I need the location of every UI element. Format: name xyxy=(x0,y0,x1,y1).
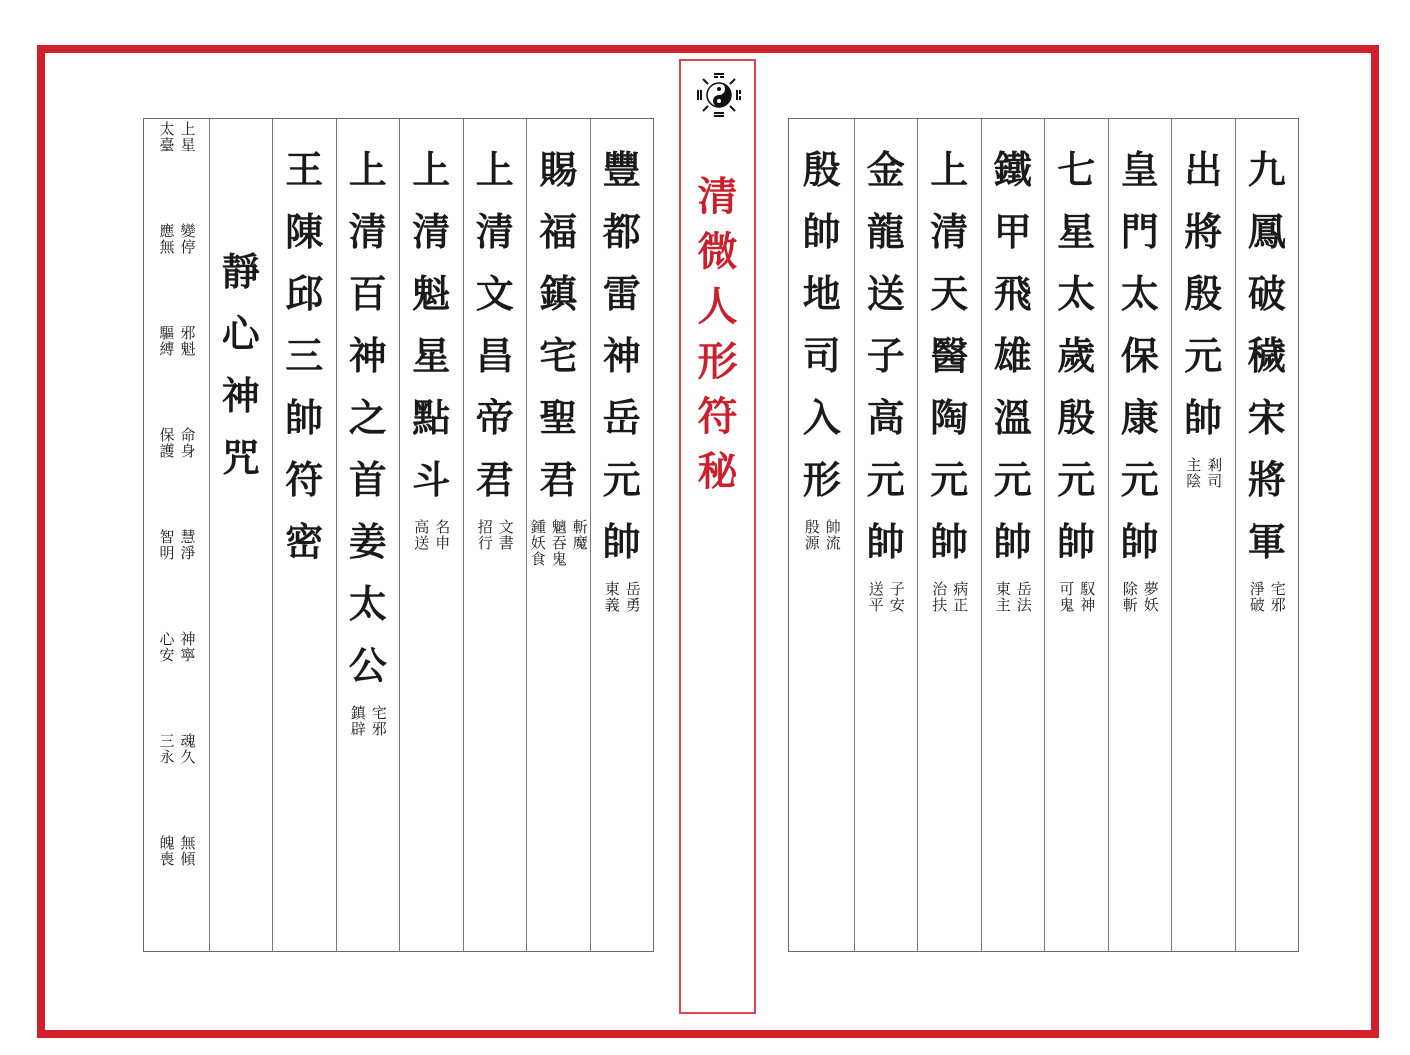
verse-line: 邪魁 xyxy=(178,325,197,357)
right-column xyxy=(1044,119,1108,951)
deity-name-char: 殷 xyxy=(802,147,841,192)
deity-name-char: 帥 xyxy=(866,519,905,564)
deity-name-char: 鎮 xyxy=(539,271,578,316)
deity-name-char: 上 xyxy=(475,147,514,192)
deity-name-char: 太 xyxy=(1057,271,1096,316)
deity-name-char: 豐 xyxy=(602,147,641,192)
deity-name-char: 帥 xyxy=(285,395,324,440)
deity-name-char: 龍 xyxy=(866,209,905,254)
left-column xyxy=(272,119,336,951)
deity-name-char: 七 xyxy=(1057,147,1096,192)
left-column xyxy=(209,119,273,951)
deity-name-char: 溫 xyxy=(993,395,1032,440)
annotation-line: 主陰 xyxy=(1184,457,1203,489)
annotation xyxy=(1172,457,1235,489)
deity-name-char: 君 xyxy=(475,457,514,502)
deity-name-char: 太 xyxy=(348,581,387,626)
right-page-table xyxy=(788,118,1299,952)
deity-name-char: 點 xyxy=(412,395,451,440)
verse-pair xyxy=(145,733,209,765)
verse-line: 智明 xyxy=(157,529,176,561)
annotation-line: 名申 xyxy=(433,519,452,551)
deity-name-char: 上 xyxy=(412,147,451,192)
deity-name-char: 邱 xyxy=(285,271,324,316)
deity-name-char: 都 xyxy=(602,209,641,254)
deity-name-char: 歲 xyxy=(1057,333,1096,378)
spine-title-char: 微 xyxy=(697,228,738,275)
deity-name xyxy=(790,139,854,511)
deity-name-char: 密 xyxy=(285,519,324,564)
right-column xyxy=(854,119,918,951)
verse-pair xyxy=(145,427,209,459)
deity-name-char: 陳 xyxy=(285,209,324,254)
deity-name-char: 帥 xyxy=(1120,519,1159,564)
deity-name-char: 太 xyxy=(1120,271,1159,316)
deity-name-char: 保 xyxy=(1120,333,1159,378)
verse-line: 心安 xyxy=(157,631,176,663)
deity-name-char: 元 xyxy=(993,457,1032,502)
deity-name-char: 三 xyxy=(285,333,324,378)
deity-name-char: 九 xyxy=(1247,147,1286,192)
deity-name-char: 昌 xyxy=(475,333,514,378)
spine-title-char: 形 xyxy=(697,338,738,385)
deity-name xyxy=(1236,139,1299,573)
deity-name-char: 神 xyxy=(348,333,387,378)
annotation xyxy=(918,581,981,613)
deity-name-char: 上 xyxy=(930,147,969,192)
deity-name-char: 天 xyxy=(930,271,969,316)
deity-name-char: 形 xyxy=(802,457,841,502)
deity-name-char: 帥 xyxy=(602,519,641,564)
annotation-line: 岳法 xyxy=(1014,581,1033,613)
deity-name xyxy=(855,139,918,573)
bagua-taiji-icon xyxy=(695,71,743,119)
verse-pair xyxy=(145,835,209,867)
deity-name-char: 金 xyxy=(866,147,905,192)
deity-name-char: 斗 xyxy=(412,457,451,502)
deity-name-char: 軍 xyxy=(1247,519,1286,564)
deity-name-char: 王 xyxy=(285,147,324,192)
deity-name-char: 殷 xyxy=(1057,395,1096,440)
deity-name-char: 公 xyxy=(348,643,387,688)
annotation xyxy=(1045,581,1108,613)
deity-name-char: 鐵 xyxy=(993,147,1032,192)
verse-gloss-column xyxy=(145,119,209,951)
annotation xyxy=(400,519,463,551)
deity-name-char: 陶 xyxy=(930,395,969,440)
verse-line: 太臺 xyxy=(157,121,176,153)
verse-pair xyxy=(145,631,209,663)
annotation xyxy=(1236,581,1299,613)
spine-title-char: 清 xyxy=(697,173,738,220)
verse-pair xyxy=(145,121,209,153)
deity-name-char: 清 xyxy=(348,209,387,254)
deity-name-char: 帝 xyxy=(475,395,514,440)
deity-name-char: 文 xyxy=(475,271,514,316)
verse-line: 驅縛 xyxy=(157,325,176,357)
deity-name xyxy=(591,139,654,573)
deity-name-char: 出 xyxy=(1184,147,1223,192)
deity-name xyxy=(400,139,463,511)
deity-name-char: 福 xyxy=(539,209,578,254)
deity-name-char: 清 xyxy=(475,209,514,254)
left-column xyxy=(526,119,590,951)
left-column xyxy=(336,119,400,951)
annotation-line: 剎司 xyxy=(1205,457,1224,489)
annotation-line: 鎮辟 xyxy=(348,705,367,737)
annotation-line: 宅邪 xyxy=(1268,581,1287,613)
annotation-line: 淨破 xyxy=(1247,581,1266,613)
deity-name-char: 殷 xyxy=(1184,271,1223,316)
annotation-line: 送平 xyxy=(866,581,885,613)
deity-name xyxy=(337,139,400,697)
annotation-line: 子安 xyxy=(887,581,906,613)
annotation xyxy=(982,581,1045,613)
annotation-line: 鍾妖食 xyxy=(528,519,547,567)
deity-name-char: 皇 xyxy=(1120,147,1159,192)
deity-name-char: 地 xyxy=(802,271,841,316)
annotation-line: 病正 xyxy=(951,581,970,613)
verse-pair xyxy=(145,223,209,255)
annotation-line: 宅邪 xyxy=(369,705,388,737)
deity-name-char: 帥 xyxy=(993,519,1032,564)
right-column xyxy=(1171,119,1235,951)
verse-line: 命身 xyxy=(178,427,197,459)
deity-name-char: 上 xyxy=(348,147,387,192)
verse-line: 魄喪 xyxy=(157,835,176,867)
annotation-line: 魑吞鬼 xyxy=(549,519,568,567)
deity-name-char: 聖 xyxy=(539,395,578,440)
deity-name-char: 元 xyxy=(1057,457,1096,502)
deity-name-char: 清 xyxy=(412,209,451,254)
annotation-line: 文書 xyxy=(496,519,515,551)
deity-name-char: 破 xyxy=(1247,271,1286,316)
right-column xyxy=(1235,119,1299,951)
deity-name-char: 元 xyxy=(866,457,905,502)
deity-name-char: 鳳 xyxy=(1247,209,1286,254)
deity-name xyxy=(1172,139,1235,449)
deity-name-char: 甲 xyxy=(993,209,1032,254)
spine-title-char: 人 xyxy=(697,283,738,330)
deity-name-char: 宅 xyxy=(539,333,578,378)
annotation-line: 斬魔 xyxy=(570,519,589,551)
deity-name-char: 入 xyxy=(802,395,841,440)
deity-name-char: 星 xyxy=(412,333,451,378)
deity-name xyxy=(464,139,527,511)
deity-name-char: 元 xyxy=(602,457,641,502)
annotation-line: 岳勇 xyxy=(623,581,642,613)
deity-name xyxy=(1045,139,1108,573)
right-column xyxy=(917,119,981,951)
deity-name xyxy=(273,139,336,573)
deity-name-char: 岳 xyxy=(602,395,641,440)
verse-line: 無傾 xyxy=(178,835,197,867)
deity-name-char: 心 xyxy=(221,311,260,356)
left-column xyxy=(590,119,654,951)
deity-name-char: 元 xyxy=(930,457,969,502)
deity-name-char: 司 xyxy=(802,333,841,378)
annotation-line: 可鬼 xyxy=(1057,581,1076,613)
annotation xyxy=(464,519,527,551)
deity-name-char: 子 xyxy=(866,333,905,378)
right-column xyxy=(1108,119,1172,951)
deity-name-char: 神 xyxy=(602,333,641,378)
annotation xyxy=(1109,581,1172,613)
deity-name-char: 雄 xyxy=(993,333,1032,378)
deity-name-char: 魁 xyxy=(412,271,451,316)
left-column xyxy=(399,119,463,951)
verse-pair xyxy=(145,325,209,357)
deity-name-char: 帥 xyxy=(802,209,841,254)
deity-name-char: 醫 xyxy=(930,333,969,378)
annotation-line: 東義 xyxy=(602,581,621,613)
annotation xyxy=(790,519,854,551)
spine-title-char: 秘 xyxy=(697,448,738,495)
left-page-table xyxy=(143,118,654,952)
annotation xyxy=(855,581,918,613)
deity-name-char: 帥 xyxy=(930,519,969,564)
verse-line: 變停 xyxy=(178,223,197,255)
deity-name-char: 君 xyxy=(539,457,578,502)
deity-name xyxy=(527,139,590,511)
deity-name xyxy=(918,139,981,573)
book-spine xyxy=(679,59,756,1014)
annotation-line: 除斬 xyxy=(1120,581,1139,613)
verse-pair xyxy=(145,529,209,561)
deity-name-char: 之 xyxy=(348,395,387,440)
deity-name-char: 元 xyxy=(1120,457,1159,502)
annotation-line: 夢妖 xyxy=(1141,581,1160,613)
verse-line: 保護 xyxy=(157,427,176,459)
annotation-line: 馭神 xyxy=(1078,581,1097,613)
spine-title-char: 符 xyxy=(697,393,738,440)
deity-name-char: 符 xyxy=(285,457,324,502)
right-column xyxy=(981,119,1045,951)
annotation xyxy=(527,519,590,567)
deity-name-char: 百 xyxy=(348,271,387,316)
annotation-line: 東主 xyxy=(993,581,1012,613)
verse-line: 三永 xyxy=(157,733,176,765)
annotation-line: 帥流 xyxy=(823,519,842,551)
deity-name-char: 元 xyxy=(1184,333,1223,378)
deity-name-char: 星 xyxy=(1057,209,1096,254)
deity-name xyxy=(982,139,1045,573)
deity-name-char: 穢 xyxy=(1247,333,1286,378)
annotation-line: 殷源 xyxy=(802,519,821,551)
annotation xyxy=(337,705,400,737)
deity-name-char: 咒 xyxy=(221,435,260,480)
verse-line: 神寧 xyxy=(178,631,197,663)
deity-name-char: 飛 xyxy=(993,271,1032,316)
right-column xyxy=(790,119,854,951)
deity-name-char: 宋 xyxy=(1247,395,1286,440)
annotation-line: 治扶 xyxy=(930,581,949,613)
deity-name-char: 康 xyxy=(1120,395,1159,440)
left-column xyxy=(463,119,527,951)
deity-name-char: 靜 xyxy=(221,249,260,294)
verse-line: 上星 xyxy=(178,121,197,153)
deity-name-char: 將 xyxy=(1247,457,1286,502)
annotation xyxy=(591,581,654,613)
verse-line: 應無 xyxy=(157,223,176,255)
verse-line: 慧淨 xyxy=(178,529,197,561)
deity-name-char: 姜 xyxy=(348,519,387,564)
deity-name-char: 帥 xyxy=(1057,519,1096,564)
deity-name-char: 神 xyxy=(221,373,260,418)
deity-name xyxy=(1109,139,1172,573)
spine-title xyxy=(681,169,754,499)
annotation-line: 高送 xyxy=(412,519,431,551)
deity-name xyxy=(210,241,273,489)
deity-name-char: 將 xyxy=(1184,209,1223,254)
deity-name-char: 門 xyxy=(1120,209,1159,254)
deity-name-char: 賜 xyxy=(539,147,578,192)
deity-name-char: 帥 xyxy=(1184,395,1223,440)
annotation-line: 招行 xyxy=(475,519,494,551)
deity-name-char: 清 xyxy=(930,209,969,254)
deity-name-char: 雷 xyxy=(602,271,641,316)
deity-name-char: 高 xyxy=(866,395,905,440)
deity-name-char: 送 xyxy=(866,271,905,316)
verse-line: 魂久 xyxy=(178,733,197,765)
deity-name-char: 首 xyxy=(348,457,387,502)
